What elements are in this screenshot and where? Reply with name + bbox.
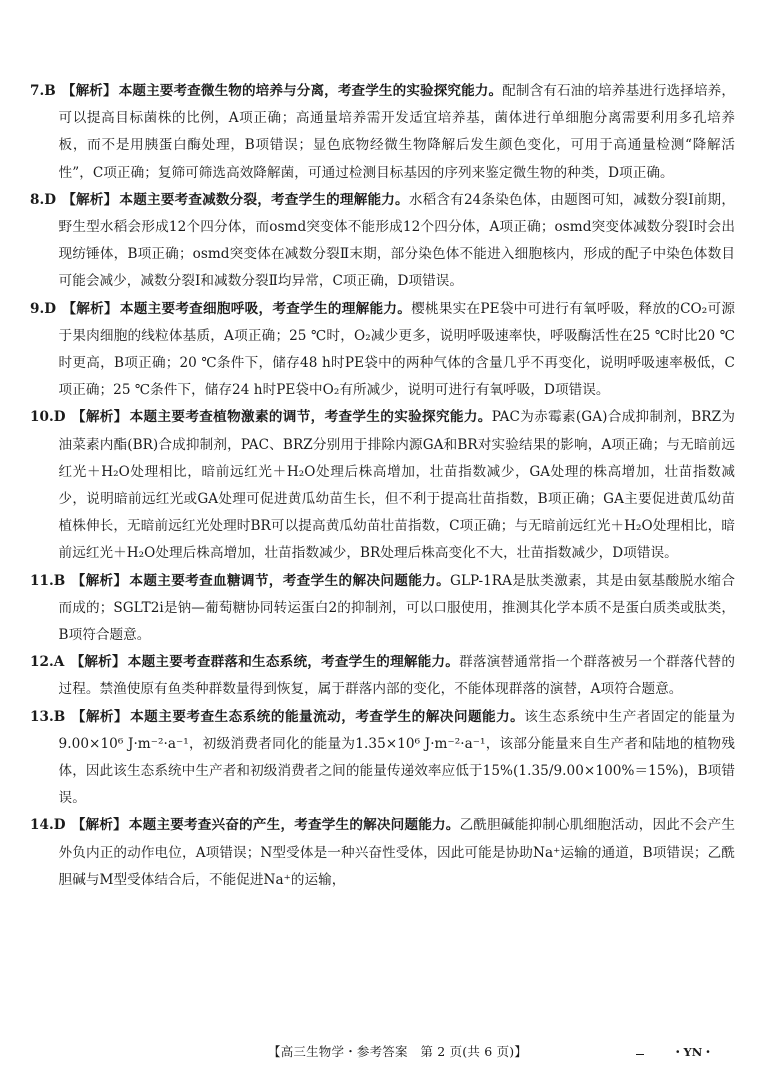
answer-body: PAC为赤霉素(GA)合成抑制剂，BRZ为油菜素内酯(BR)合成抑制剂，PAC、BRZ分别用于排除内源GA和BR对实验结果的影响，A项正确；与无暗前远红光＋H₂O处理相比，暗前远红光＋H₂O处理后株高增加，壮苗指数减少，GA处理的株高增加，壮苗指数减少，说明暗前远红光或GA处理可促进黄瓜幼苗生长，但不利于提高壮苗指数，B项正确；GA主要促进黄瓜幼苗植株伸长，无暗前远红光处理时BR可以提高黄瓜幼苗壮苗指数，C项正确；与无暗前远红光＋H₂O处理相比，暗前远红光＋H₂O处理后株高增加，壮苗指数减少，BR处理后株高变化不大，壮苗指数减少，D项错误。 bbox=[58, 409, 735, 562]
answer-item-9 bbox=[30, 296, 735, 405]
analysis-tag: 【解析】 bbox=[70, 654, 126, 671]
analysis-tag: 【解析】 bbox=[71, 708, 129, 725]
analysis-tag: 【解析】 bbox=[61, 83, 117, 99]
answer-item-12 bbox=[30, 649, 735, 703]
answer-body: 配制含有石油的培养基进行选择培养，可以提高目标菌株的比例，A项正确；高通量培养需开发适宜培养基，菌体进行单细胞分离需要利用多孔培养板，而不是用胰蛋白酶处理，B项错误；显色底物经微生物降解后发生颜色变化，可用于高通量检测“降解活性”，C项正确；复筛可筛选高效降解菌，可通过检测目标基因的序列来鉴定微生物的种类，D项正确。 bbox=[58, 83, 735, 181]
answer-body: GLP-1RA是肽类激素，其是由氨基酸脱水缩合而成的；SGLT2i是钠—葡萄糖协同转运蛋白2的抑制剂，可以口服使用，推测其化学本质不是蛋白质类或肽类，B项符合题意。 bbox=[58, 572, 736, 644]
analysis-tag: 【解析】 bbox=[71, 817, 127, 834]
answer-item-10 bbox=[30, 404, 735, 567]
analysis-tag: 【解析】 bbox=[71, 409, 128, 426]
answer-item-7 bbox=[30, 78, 735, 187]
answer-body: 群落演替通常指一个群落被另一个群落代替的过程。禁渔使原有鱼类种群数量得到恢复，属于群落内部的变化，不能体现群落的演替，A项符合题意。 bbox=[58, 654, 736, 698]
answer-number: 14.D bbox=[30, 817, 66, 834]
footer-page-info: 【高三生物学・参考答案 第 2 页(共 6 页)】 bbox=[268, 1044, 528, 1059]
answer-list bbox=[30, 78, 735, 894]
answer-number: 8.D bbox=[30, 191, 57, 208]
answer-number: 10.D bbox=[30, 409, 66, 426]
answer-lead: 本题主要考查群落和生态系统，考查学生的理解能力。 bbox=[127, 654, 460, 671]
answer-body: 水稻含有24条染色体，由题图可知，减数分裂Ⅰ前期，野生型水稻会形成12个四分体，而osmd突变体不能形成12个四分体，A项正确；osmd突变体减数分裂Ⅰ时会出现纺锤体，B项正确；osmd突变体在减数分裂Ⅱ末期，部分染色体不能进入细胞核内，形成的配子中染色体数目可能会减少，减数分裂Ⅰ和减数分裂Ⅱ均异常，C项正确，D项错误。 bbox=[58, 191, 735, 290]
analysis-tag: 【解析】 bbox=[71, 572, 128, 589]
footer-code: ・YN・ bbox=[672, 1045, 714, 1059]
answer-number: 9.D bbox=[30, 300, 57, 317]
answer-lead: 本题主要考查减数分裂，考查学生的理解能力。 bbox=[119, 191, 409, 208]
answer-body: 樱桃果实在PE袋中可进行有氧呼吸，释放的CO₂可源于果肉细胞的线粒体基质，A项正确；25 ℃时，O₂减少更多，说明呼吸速率快，呼吸酶活性在25 ℃时比20 ℃时更高，B项正确；20 ℃条件下，储存48 h时PE袋中的两种气体的含量几乎不再变化，说明呼吸速率极低，C项正确；25 ℃条件下，储存24 h时PE袋中O₂有所减少，说明可进行有氧呼吸，D项错误。 bbox=[58, 300, 735, 399]
answer-item-13 bbox=[30, 704, 735, 813]
answer-lead: 本题主要考查兴奋的产生，考查学生的解决问题能力。 bbox=[128, 817, 460, 834]
answer-number: 11.B bbox=[30, 572, 66, 589]
answer-lead: 本题主要考查细胞呼吸，考查学生的理解能力。 bbox=[119, 300, 412, 317]
analysis-tag: 【解析】 bbox=[62, 191, 118, 208]
answer-number: 13.B bbox=[30, 708, 66, 725]
answer-number: 12.A bbox=[30, 654, 65, 671]
answer-lead: 本题主要考查血糖调节，考查学生的解决问题能力。 bbox=[129, 572, 451, 589]
answer-number: 7.B bbox=[30, 83, 56, 99]
footer-dash-mark bbox=[636, 1054, 644, 1055]
answer-body: 乙酰胆碱能抑制心肌细胞活动，因此不会产生外负内正的动作电位，A项错误；N型受体是一种兴奋性受体，因此可能是协助Na⁺运输的通道，B项错误；乙酰胆碱与M型受体结合后，不能促进Na⁺的运输， bbox=[58, 817, 736, 888]
answer-lead: 本题主要考查生态系统的能量流动，考查学生的解决问题能力。 bbox=[130, 708, 525, 725]
answer-item-8 bbox=[30, 187, 735, 296]
page-footer bbox=[0, 1040, 764, 1064]
answer-item-11 bbox=[30, 568, 735, 650]
answer-lead: 本题主要考查植物激素的调节，考查学生的实验探究能力。 bbox=[129, 409, 492, 426]
answer-lead: 本题主要考查微生物的培养与分离，考查学生的实验探究能力。 bbox=[118, 83, 503, 99]
analysis-tag: 【解析】 bbox=[62, 300, 118, 317]
answer-body: 该生态系统中生产者固定的能量为9.00×10⁶ J·m⁻²·a⁻¹，初级消费者同化的能量为1.35×10⁶ J·m⁻²·a⁻¹，该部分能量来自生产者和陆地的植物残体，因此该生态系统中生产者和初级消费者之间的能量传递效率应低于15%(1.35/9.00×100%＝15%)，B项错误。 bbox=[58, 708, 735, 807]
answer-item-14 bbox=[30, 812, 735, 894]
